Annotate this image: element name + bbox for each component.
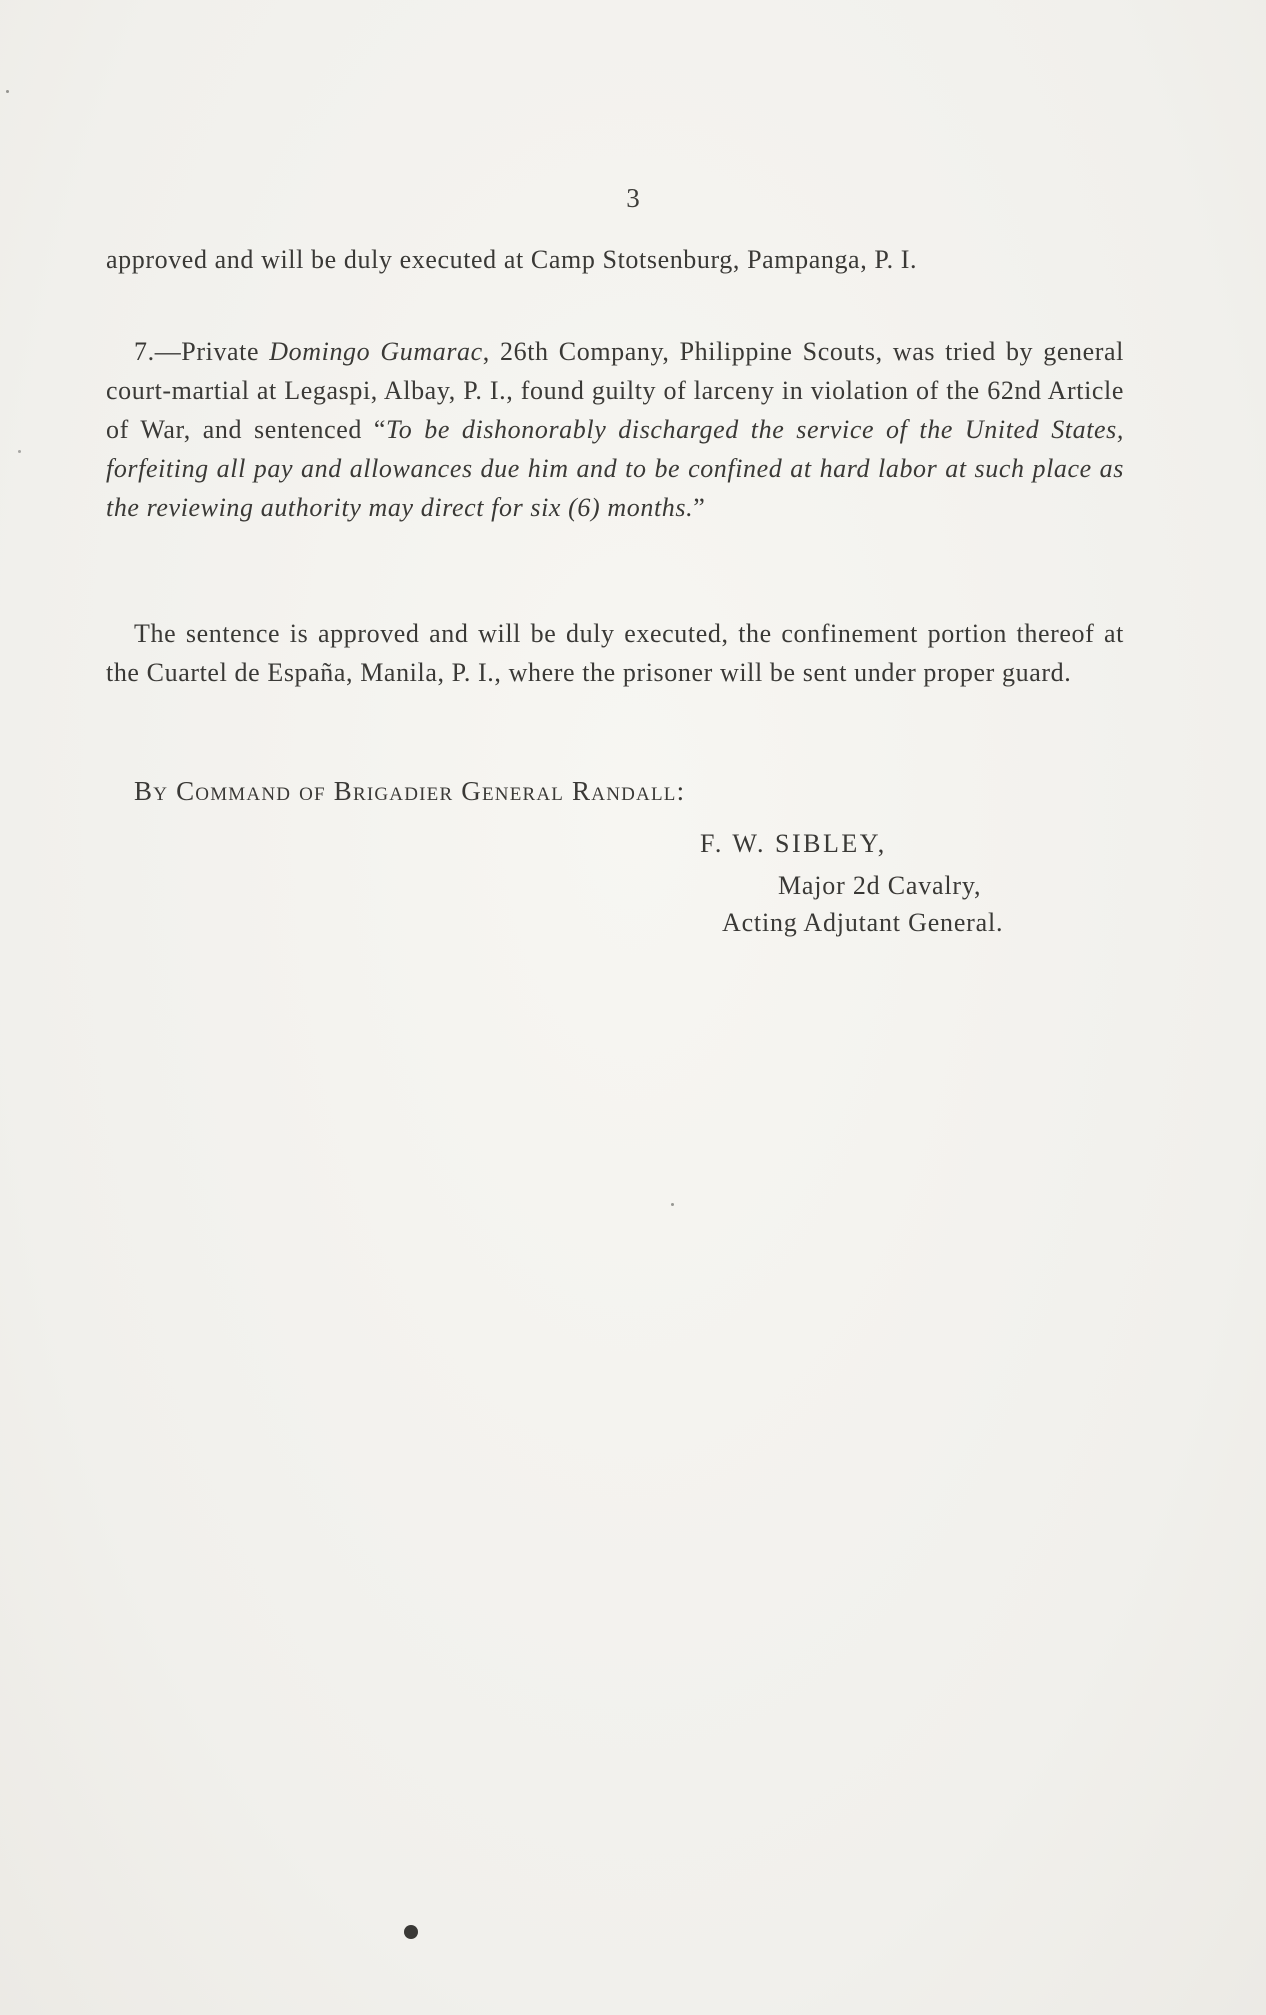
paragraph-continuation: approved and will be duly executed at Camp Stotsenburg, Pampanga, P. I. bbox=[106, 245, 918, 274]
page-number: 3 bbox=[626, 183, 640, 213]
ink-speck bbox=[671, 1203, 674, 1206]
signature-title: Acting Adjutant General. bbox=[722, 908, 1004, 937]
signature-rank: Major 2d Cavalry, bbox=[778, 871, 982, 900]
prisoner-name: Domingo Gumarac bbox=[269, 337, 483, 366]
paragraph-7-close: ” bbox=[693, 493, 706, 522]
paragraph-sentence-approval: The sentence is approved and will be duly executed, the confinement portion thereof at the Cuartel de España, Manila, P. I., where the prisoner will be sent under proper guard. bbox=[106, 619, 1124, 687]
paragraph-7-body: , 26th Company, Philippine Scouts, was tried by general court-martial at Legaspi, Albay, P. I., found guilty of larceny in violation of the 62nd Article of War, and sentenced “ bbox=[106, 337, 1124, 444]
sentence-text: To be dishonorably discharged the service of the United States, forfeiting all pay and allowances due him and to be confined at hard labor at such place as the reviewing authority may direct for six (6) months. bbox=[106, 415, 1125, 522]
paragraph-7 bbox=[106, 332, 1124, 527]
command-line: By Command of Brigadier General Randall: bbox=[134, 776, 686, 806]
ink-speck bbox=[404, 1925, 418, 1939]
signature-name: F. W. SIBLEY, bbox=[700, 829, 887, 858]
paragraph-7-lead: 7.—Private bbox=[134, 337, 270, 366]
ink-speck bbox=[6, 90, 9, 93]
ink-speck bbox=[18, 450, 21, 453]
